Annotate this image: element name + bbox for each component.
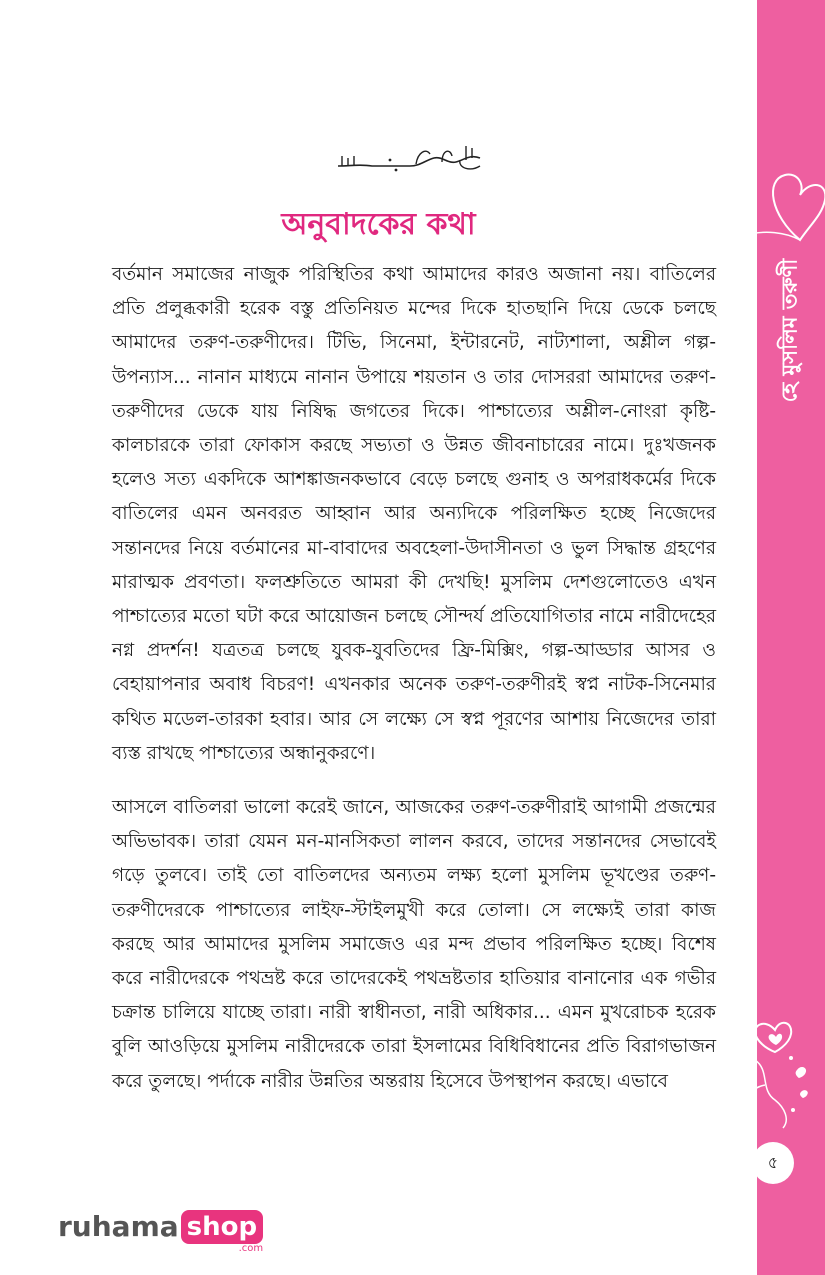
page-title: অনুবাদকের কথা [281, 207, 476, 242]
logo-domain-text: .com [238, 1243, 264, 1254]
paragraph: বর্তমান সমাজের নাজুক পরিস্থিতির কথা আমাদের কারও অজানা নয়। বাতিলের প্রতি প্রলুব্ধকারী হরেক বস্তু প্রতিনিয়ত মন্দের দিকে হাতছানি দিয়ে ডেকে চলছে আমাদের তরুণ-তরুণীদের। টিভি, সিনেমা, ইন্টারনেট, নাট্যশালা, অশ্লীল গল্প-উপন্যাস... নানান মাধ্যমে নানান উপায়ে শয়তান ও তার দোসররা আমাদের তরুণ-তরুণীদের ডেকে যায় নিষিদ্ধ জগতের দিকে। পাশ্চাত্যের অশ্লীল-নোংরা কৃষ্টি-কালচারকে তারা ফোকাস করছে সভ্যতা ও উন্নত জীবনাচারের নামে। দুঃখজনক হলেও সত্য একদিকে আশঙ্কাজনকভাবে বেড়ে চলছে গুনাহ ও অপরাধকর্মের দিকে বাতিলের এমন অনবরত আহ্বান আর অন্যদিকে পরিলক্ষিত হচ্ছে নিজেদের সন্তানদের নিয়ে বর্তমানের মা-বাবাদের অবহেলা-উদাসীনতা ও ভুল সিদ্ধান্ত গ্রহণের মারাত্মক প্রবণতা। ফলশ্রুতিতে আমরা কী দেখছি! মুসলিম দেশগুলোতেও এখন পাশ্চাত্যের মতো ঘটা করে আয়োজন চলছে সৌন্দর্য প্রতিযোগিতার নামে নারীদেহের নগ্ন প্রদর্শন! যত্রতত্র চলছে যুবক-যুবতিদের ফ্রি-মিক্সিং, গল্প-আড্ডার আসর ও বেহায়াপনার অবাধ বিচরণ! এখনকার অনেক তরুণ-তরুণীরই স্বপ্ন নাটক-সিনেমার কথিত মডেল-তারকা হবার। আর সে লক্ষ্যে সে স্বপ্ন পূরণের আশায় নিজেদের তারা ব্যস্ত রাখছে পাশ্চাত্যের অন্ধানুকরণে। [112, 264, 716, 764]
page-number: ৫ [752, 1142, 794, 1184]
logo-brand-text: ruhama [58, 1210, 179, 1243]
ruhamashop-logo [58, 1210, 263, 1254]
logo-shop-badge: shop [181, 1210, 263, 1244]
paragraph: আসলে বাতিলরা ভালো করেই জানে, আজকের তরুণ-তরুণীরাই আগামী প্রজন্মের অভিভাবক। তারা যেমন মন-মানসিকতা লালন করবে, তাদের সন্তানদের সেভাবেই গড়ে তুলবে। তাই তো বাতিলদের অন্যতম লক্ষ্য হলো মুসলিম ভূখণ্ডের তরুণ-তরুণীদেরকে পাশ্চাত্যের লাইফ-স্টাইলমুখী করে তোলা। সে লক্ষ্যেই তারা কাজ করছে আর আমাদের মুসলিম সমাজেও এর মন্দ প্রভাব পরিলক্ষিত হচ্ছে। বিশেষ করে নারীদেরকে পথভ্রষ্ট করে তাদেরকেই পথভ্রষ্টতার হাতিয়ার বানানোর এক গভীর চক্রান্ত চালিয়ে যাচ্ছে তারা। নারী স্বাধীনতা, নারী অধিকার... এমন মুখরোচক হরেক বুলি আওড়িয়ে মুসলিম নারীদেরকে তারা ইসলামের বিধিবিধানের প্রতি বিরাগভাজন করে তুলছে। পর্দাকে নারীর উন্নতির অন্তরায় হিসেবে উপস্থাপন করছে। এভাবে [112, 797, 716, 1092]
floral-heart-ornament-icon [735, 1000, 825, 1130]
book-title-vertical [758, 230, 824, 430]
bismillah-calligraphy-icon [330, 140, 490, 176]
book-title-text: হে মুসলিম তরুণী [777, 258, 802, 402]
body-text [112, 258, 716, 1099]
